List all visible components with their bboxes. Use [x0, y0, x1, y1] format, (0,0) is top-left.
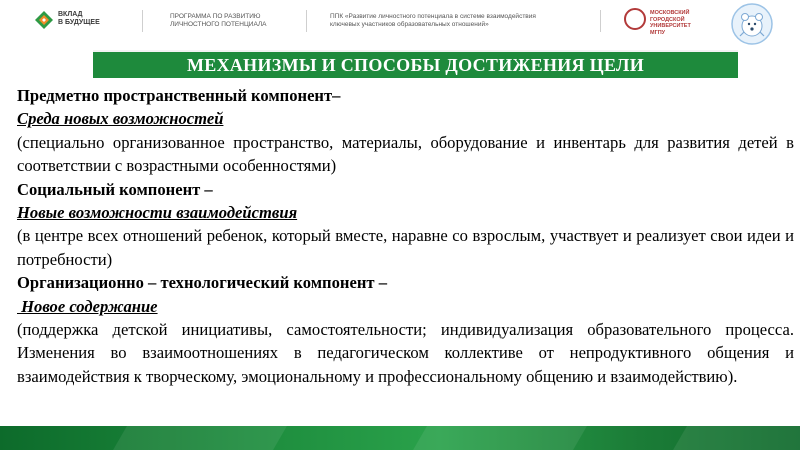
section-heading: Организационно – технологический компонент –	[17, 273, 387, 293]
content-body	[17, 84, 794, 388]
footer-stripe	[113, 426, 287, 450]
vklad-logo-text: ВКЛАД В БУДУЩЕЕ	[58, 11, 100, 26]
ppk-text: ППК «Развитие личностного потенциала в системе взаимодействия ключевых участников образовательных отношений»	[330, 13, 536, 28]
title-banner	[93, 50, 738, 78]
section-heading: Предметно пространственный компонент–	[17, 86, 341, 105]
section-subheading: Среда новых возможностей	[17, 109, 224, 129]
footer-stripe	[413, 426, 587, 450]
polar-bear-mascot-icon	[730, 2, 774, 46]
section-text: (в центре всех отношений ребенок, который вместе, наравне со взрослым, участвует и реализует свои идеи и потребности)	[17, 226, 794, 269]
section-heading: Социальный компонент –	[17, 179, 213, 199]
header-bar	[0, 0, 800, 40]
section-text: (специально организованное пространство, материалы, оборудование и инвентарь для развития детей в соответствии с возрастными особенностями)	[17, 132, 794, 176]
page-title: МЕХАНИЗМЫ И СПОСОБЫ ДОСТИЖЕНИЯ ЦЕЛИ	[186, 54, 645, 75]
header-divider	[600, 10, 601, 32]
header-divider	[306, 10, 307, 32]
university-emblem-icon	[624, 8, 646, 30]
section-text: (поддержка детской инициативы, самостоятельности; индивидуализация образовательного процесса. Изменения во взаимоотношениях в педагогическом коллективе от непродуктивного общения и взаимодействия к творческому, эмоциональному и профессиональному общению и взаимодействию).	[17, 320, 794, 386]
program-text: ПРОГРАММА ПО РАЗВИТИЮ ЛИЧНОСТНОГО ПОТЕНЦИАЛА	[170, 13, 267, 28]
vklad-logo	[34, 8, 124, 34]
footer-band	[0, 426, 800, 450]
section-subheading: Новое содержание	[17, 296, 158, 316]
vklad-logo-icon	[34, 10, 54, 30]
footer-stripe	[673, 426, 800, 450]
header-divider	[142, 10, 143, 32]
university-logo	[624, 6, 694, 36]
university-logo-text: МОСКОВСКИЙ ГОРОДСКОЙ УНИВЕРСИТЕТ МГПУ	[650, 10, 691, 36]
section-subheading: Новые возможности взаимодействия	[17, 203, 298, 223]
